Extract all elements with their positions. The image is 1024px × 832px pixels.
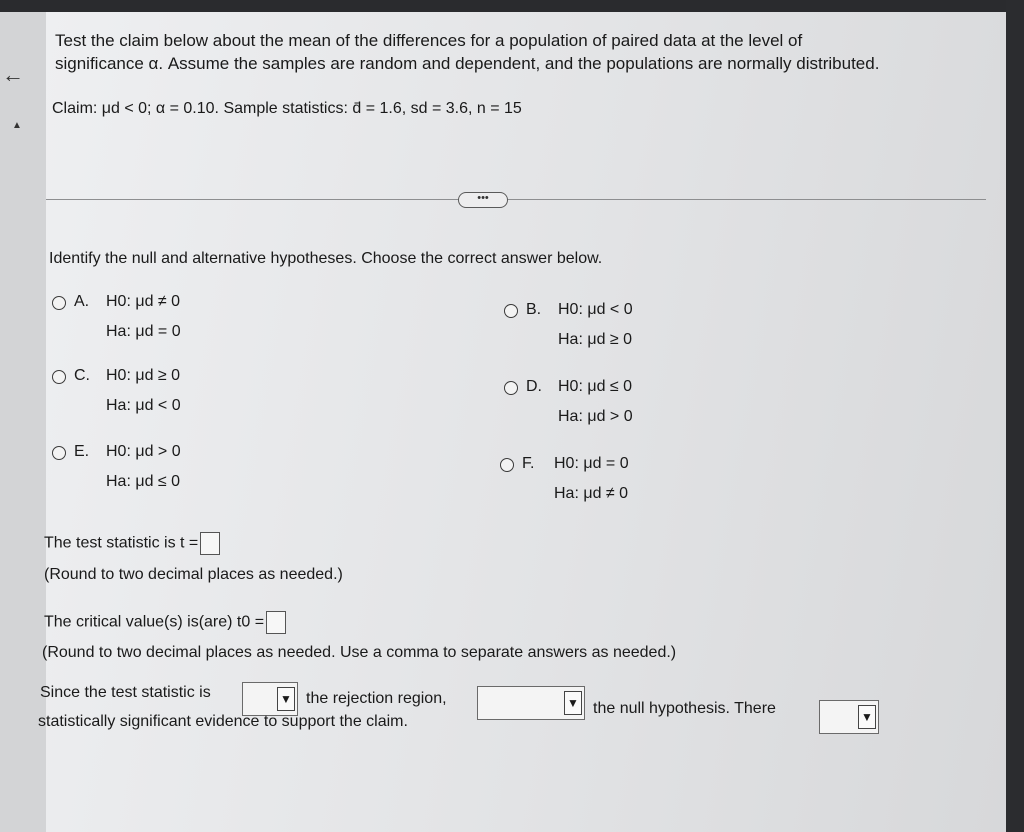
question-line-2: significance α. Assume the samples are random and dependent, and the populations are normally distributed. <box>55 54 880 73</box>
critical-value-label: The critical value(s) is(are) t0 = <box>44 613 265 631</box>
null-hypothesis: H0: μd ≤ 0 <box>558 378 633 395</box>
back-arrow-icon[interactable]: ← <box>2 62 24 87</box>
right-bezel <box>1006 0 1024 832</box>
test-statistic-note: (Round to two decimal places as needed.) <box>44 566 343 583</box>
option-letter: C. <box>74 367 90 384</box>
radio-d[interactable] <box>504 381 518 395</box>
radio-b[interactable] <box>504 304 518 318</box>
option-letter: A. <box>74 293 90 310</box>
dropdown-arrow-icon: ▼ <box>564 691 582 715</box>
option-letter: B. <box>526 301 542 318</box>
radio-f[interactable] <box>500 458 514 472</box>
conclusion-part4: statistically significant evidence to support the claim. <box>38 713 408 730</box>
null-hypothesis: H0: μd > 0 <box>106 443 181 460</box>
more-button[interactable]: ••• <box>458 192 508 208</box>
alt-hypothesis: Ha: μd ≥ 0 <box>558 331 633 348</box>
alt-hypothesis: Ha: μd ≤ 0 <box>106 473 181 490</box>
dropdown-arrow-icon: ▼ <box>277 687 295 711</box>
critical-value-note: (Round to two decimal places as needed. Use a comma to separate answers as needed.) <box>42 644 677 661</box>
option-letter: D. <box>526 378 542 395</box>
divider <box>46 199 986 200</box>
claim-text: Claim: μd < 0; α = 0.10. Sample statistics: d̄ = 1.6, sd = 3.6, n = 15 <box>52 100 522 117</box>
radio-c[interactable] <box>52 370 66 384</box>
null-hypothesis: H0: μd ≥ 0 <box>106 367 181 384</box>
critical-value-input[interactable] <box>266 611 286 634</box>
test-statistic-row <box>44 532 220 555</box>
alt-hypothesis: Ha: μd ≠ 0 <box>554 485 629 502</box>
null-hypothesis: H0: μd ≠ 0 <box>106 293 181 310</box>
radio-e[interactable] <box>52 446 66 460</box>
alt-hypothesis: Ha: μd = 0 <box>106 323 181 340</box>
null-hypothesis: H0: μd = 0 <box>554 455 629 472</box>
conclusion-part1: Since the test statistic is <box>40 684 211 701</box>
collapse-icon[interactable]: ▲ <box>12 120 22 131</box>
conclusion-part3: the null hypothesis. There <box>593 700 776 717</box>
option-letter: F. <box>522 455 535 472</box>
option-letter: E. <box>74 443 90 460</box>
alt-hypothesis: Ha: μd < 0 <box>106 397 181 414</box>
question-text <box>55 29 985 75</box>
test-statistic-label: The test statistic is t = <box>44 534 199 552</box>
left-gutter <box>0 12 46 832</box>
alt-hypothesis: Ha: μd > 0 <box>558 408 633 425</box>
rejection-region-dropdown[interactable] <box>242 682 298 716</box>
question-panel <box>38 12 1006 832</box>
conclusion-part2: the rejection region, <box>306 690 447 707</box>
evidence-dropdown[interactable] <box>819 700 879 734</box>
hypotheses-prompt: Identify the null and alternative hypotheses. Choose the correct answer below. <box>49 250 603 267</box>
radio-a[interactable] <box>52 296 66 310</box>
dropdown-arrow-icon: ▼ <box>858 705 876 729</box>
question-line-1: Test the claim below about the mean of the differences for a population of paired data at the level of <box>55 31 803 50</box>
null-hypothesis: H0: μd < 0 <box>558 301 633 318</box>
null-hypothesis-dropdown[interactable] <box>477 686 585 720</box>
test-statistic-input[interactable] <box>200 532 220 555</box>
top-bezel <box>0 0 1024 12</box>
critical-value-row <box>44 611 286 634</box>
